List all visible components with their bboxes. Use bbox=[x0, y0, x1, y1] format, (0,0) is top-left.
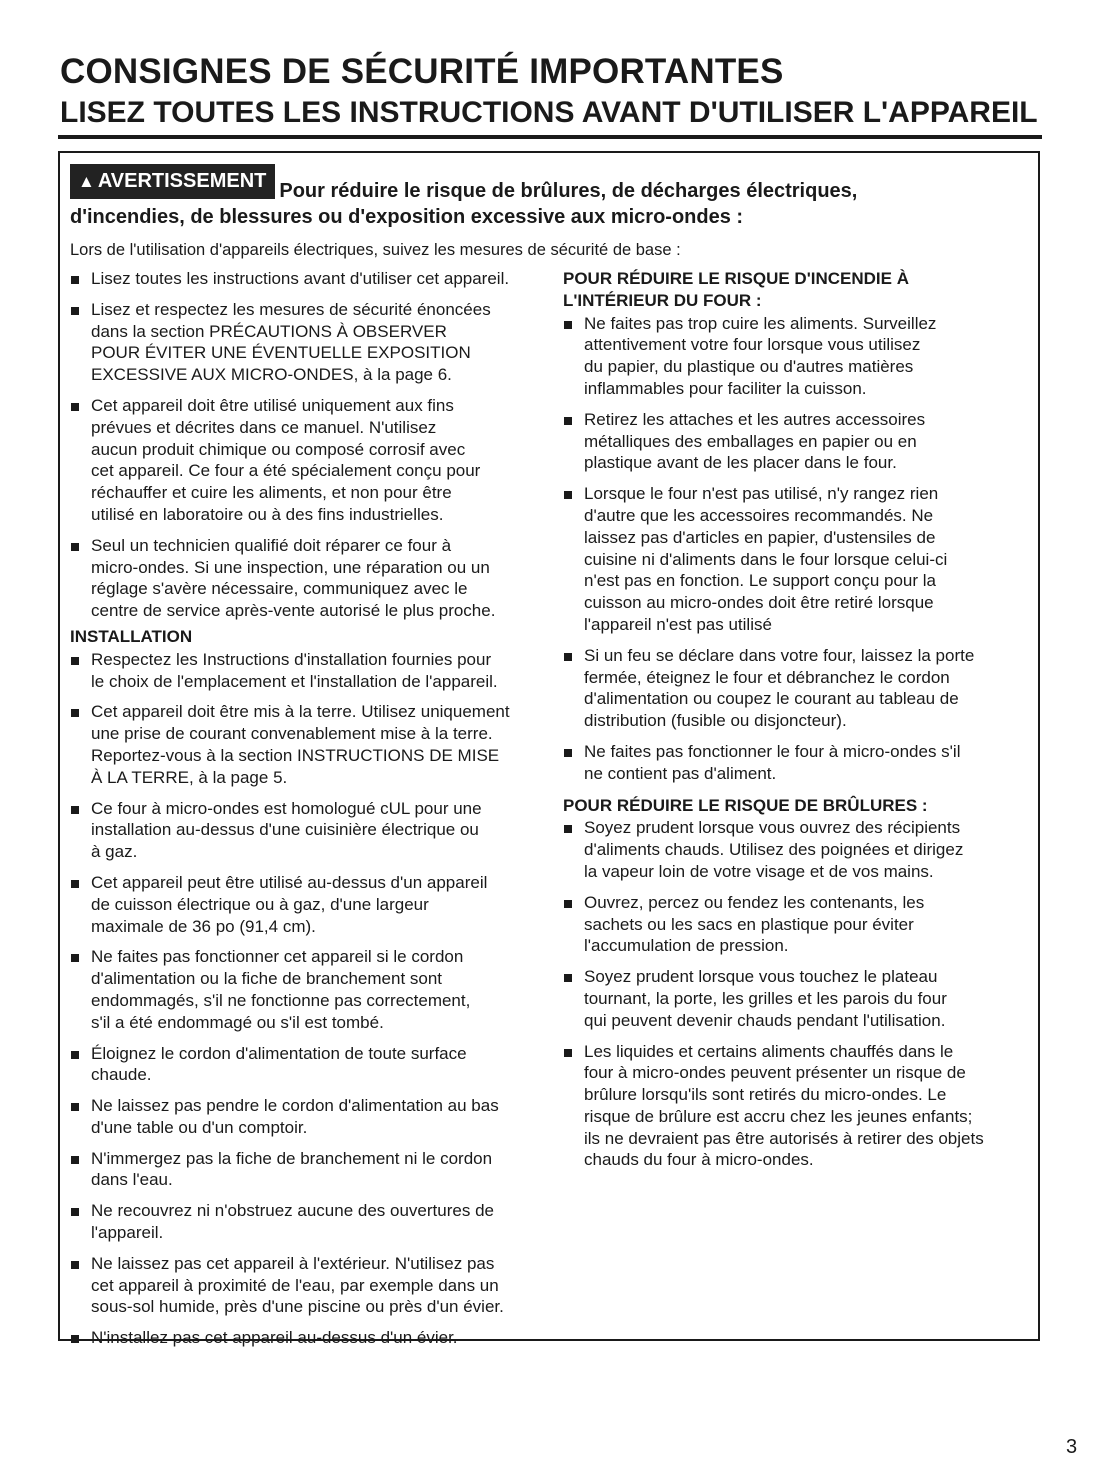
list-item: Lisez et respectez les mesures de sécurité énoncées dans la section PRÉCAUTIONS À OBSERVER POUR ÉVITER UNE ÉVENTUELLE EXPOSITION EXCESSIVE AUX MICRO-ONDES, à la page 6. bbox=[70, 299, 548, 386]
list-item: Ne laissez pas cet appareil à l'extérieur. N'utilisez pas cet appareil à proximité de l'eau, par exemple dans un sous-sol humide, près d'une piscine ou près d'un évier. bbox=[70, 1253, 548, 1318]
bullet-icon bbox=[71, 954, 79, 962]
general-list bbox=[70, 268, 548, 622]
bullet-icon bbox=[71, 880, 79, 888]
list-item: Ce four à micro-ondes est homologué cUL pour une installation au-dessus d'une cuisinière électrique ou à gaz. bbox=[70, 798, 548, 863]
list-item: Cet appareil doit être utilisé uniquement aux fins prévues et décrites dans ce manuel. N'utilisez aucun produit chimique ou composé corrosif avec cet appareil. Ce four a été spécialement conçu pour réchauffer et cuire les aliments, et non pour être utilisé en laboratoire ou à des fins industrielles. bbox=[70, 395, 548, 526]
list-item: Ne faites pas trop cuire les aliments. Surveillez attentivement votre four lorsque vous utilisez du papier, du plastique ou d'autres matières inflammables pour faciliter la cuisson. bbox=[563, 313, 1033, 400]
warning-text-line2: d'incendies, de blessures ou d'exposition excessive aux micro-ondes : bbox=[70, 206, 744, 228]
bullet-icon bbox=[564, 825, 572, 833]
bullet-icon bbox=[564, 900, 572, 908]
bullet-icon bbox=[71, 1335, 79, 1343]
list-item: Ne faites pas fonctionner cet appareil si le cordon d'alimentation ou la fiche de branchement sont endommagés, s'il ne fonctionne pas correctement, s'il a été endommagé ou s'il est tombé. bbox=[70, 946, 548, 1033]
list-item: Éloignez le cordon d'alimentation de toute surface chaude. bbox=[70, 1043, 548, 1087]
bullet-icon bbox=[71, 657, 79, 665]
bullet-icon bbox=[71, 806, 79, 814]
list-item: Ne laissez pas pendre le cordon d'alimentation au bas d'une table ou d'un comptoir. bbox=[70, 1095, 548, 1139]
list-item: Si un feu se déclare dans votre four, laissez la porte fermée, éteignez le four et débranchez le cordon d'alimentation ou coupez le courant au tableau de distribution (fusible ou disjoncteur). bbox=[563, 645, 1033, 732]
bullet-icon bbox=[564, 321, 572, 329]
bullet-icon bbox=[71, 1103, 79, 1111]
bullet-icon bbox=[564, 653, 572, 661]
bullet-icon bbox=[564, 1049, 572, 1057]
bullet-icon bbox=[71, 1261, 79, 1269]
title-divider bbox=[58, 135, 1042, 139]
bullet-icon bbox=[71, 543, 79, 551]
fire-heading: POUR RÉDUIRE LE RISQUE D'INCENDIE À L'INTÉRIEUR DU FOUR : bbox=[563, 269, 909, 310]
list-item: Retirez les attaches et les autres accessoires métalliques des emballages en papier ou en plastique avant de les placer dans le four. bbox=[563, 409, 1033, 474]
list-item: Soyez prudent lorsque vous ouvrez des récipients d'aliments chauds. Utilisez des poignées et dirigez la vapeur loin de votre visage et de vos mains. bbox=[563, 817, 1033, 882]
bullet-icon bbox=[71, 307, 79, 315]
warning-triangle-icon: ▲ bbox=[78, 172, 95, 191]
left-column bbox=[70, 268, 548, 1358]
page-title: CONSIGNES DE SÉCURITÉ IMPORTANTES bbox=[60, 52, 784, 91]
fire-list bbox=[563, 313, 1033, 785]
warning-header bbox=[70, 164, 857, 203]
intro-text: Lors de l'utilisation d'appareils électriques, suivez les mesures de sécurité de base : bbox=[70, 241, 681, 259]
right-column bbox=[563, 268, 1033, 1180]
page-subtitle: LISEZ TOUTES LES INSTRUCTIONS AVANT D'UTILISER L'APPAREIL bbox=[60, 96, 1038, 129]
warning-badge bbox=[70, 164, 275, 199]
bullet-icon bbox=[564, 491, 572, 499]
warning-text-line1: Pour réduire le risque de brûlures, de décharges électriques, bbox=[279, 180, 858, 202]
bullet-icon bbox=[71, 403, 79, 411]
list-item: Ne faites pas fonctionner le four à micro-ondes s'il ne contient pas d'aliment. bbox=[563, 741, 1033, 785]
list-item: Ouvrez, percez ou fendez les contenants, les sachets ou les sacs en plastique pour éviter l'accumulation de pression. bbox=[563, 892, 1033, 957]
bullet-icon bbox=[71, 276, 79, 284]
bullet-icon bbox=[564, 749, 572, 757]
warning-badge-label: AVERTISSEMENT bbox=[97, 170, 267, 192]
list-item: Lisez toutes les instructions avant d'utiliser cet appareil. bbox=[70, 268, 548, 290]
bullet-icon bbox=[71, 709, 79, 717]
page-number: 3 bbox=[1066, 1436, 1078, 1458]
bullet-icon bbox=[564, 417, 572, 425]
list-item: Les liquides et certains aliments chauffés dans le four à micro-ondes peuvent présenter un risque de brûlure lorsqu'ils sont retirés du micro-ondes. Le risque de brûlure est accru chez les jeunes enfants; ils ne devraient pas être autorisés à retirer des objets chauds du four à micro-ondes. bbox=[563, 1041, 1033, 1172]
burn-list bbox=[563, 817, 1033, 1171]
list-item: Seul un technicien qualifié doit réparer ce four à micro-ondes. Si une inspection, une réparation ou un réglage s'avère nécessaire, communiquez avec le centre de service après-vente autorisé le plus proche. bbox=[70, 535, 548, 622]
bullet-icon bbox=[71, 1051, 79, 1059]
burn-heading: POUR RÉDUIRE LE RISQUE DE BRÛLURES : bbox=[563, 795, 928, 815]
list-item: Lorsque le four n'est pas utilisé, n'y rangez rien d'autre que les accessoires recommandés. Ne laissez pas d'articles en papier, d'ustensiles de cuisine ni d'aliments dans le four lorsque celui-ci n'est pas en fonction. Le support conçu pour la cuisson au micro-ondes doit être retiré lorsque l'appareil n'est pas utilisé bbox=[563, 483, 1033, 636]
list-item: N'installez pas cet appareil au-dessus d'un évier. bbox=[70, 1327, 548, 1349]
installation-list bbox=[70, 649, 548, 1349]
list-item: Cet appareil peut être utilisé au-dessus d'un appareil de cuisson électrique ou à gaz, d'une largeur maximale de 36 po (91,4 cm). bbox=[70, 872, 548, 937]
list-item: Soyez prudent lorsque vous touchez le plateau tournant, la porte, les grilles et les parois du four qui peuvent devenir chauds pendant l'utilisation. bbox=[563, 966, 1033, 1031]
list-item: Ne recouvrez ni n'obstruez aucune des ouvertures de l'appareil. bbox=[70, 1200, 548, 1244]
bullet-icon bbox=[71, 1208, 79, 1216]
list-item: N'immergez pas la fiche de branchement ni le cordon dans l'eau. bbox=[70, 1148, 548, 1192]
bullet-icon bbox=[564, 974, 572, 982]
list-item: Respectez les Instructions d'installation fournies pour le choix de l'emplacement et l'installation de l'appareil. bbox=[70, 649, 548, 693]
installation-heading: INSTALLATION bbox=[70, 626, 193, 646]
list-item: Cet appareil doit être mis à la terre. Utilisez uniquement une prise de courant convenablement mise à la terre. Reportez-vous à la section INSTRUCTIONS DE MISE À LA TERRE, à la page 5. bbox=[70, 701, 548, 788]
bullet-icon bbox=[71, 1156, 79, 1164]
